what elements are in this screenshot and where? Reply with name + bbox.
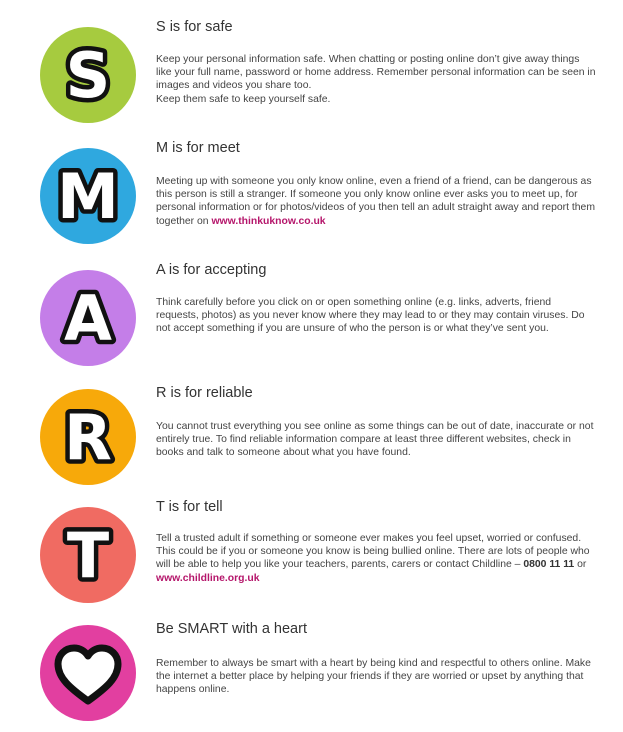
section-heading: A is for accepting xyxy=(156,262,267,278)
r-letter-icon xyxy=(40,389,136,485)
section-heading: R is for reliable xyxy=(156,385,253,401)
section-body: Think carefully before you click on or open something online (e.g. links, adverts, friend requests, photos) as you never know where they may lead to or they may contain viruses. Do not accept something if you are unsure of who the person is or what they’ve sent you. xyxy=(156,297,585,335)
childline-link[interactable]: www.childline.org.uk xyxy=(156,572,260,584)
section-body: Keep your personal information safe. When chatting or posting online don’t give away things like your full name, password or home address. Remember personal information can be seen in images and videos you share too. Keep them safe to keep yourself safe. xyxy=(156,54,596,105)
t-letter-badge xyxy=(40,507,136,603)
m-letter-icon xyxy=(40,148,136,244)
thinkuknow-link[interactable]: www.thinkuknow.co.uk xyxy=(211,215,326,227)
svg-text:A: A xyxy=(64,282,112,355)
m-letter-badge xyxy=(40,148,136,244)
svg-text:S: S xyxy=(65,39,111,112)
svg-text:T: T xyxy=(66,519,110,592)
section-body: You cannot trust everything you see online as some things can be out of date, inaccurate or not entirely true. To find reliable information compare at least three different websites, check in books and talk to someone about what you have found. xyxy=(156,421,594,459)
section-heading: M is for meet xyxy=(156,140,240,156)
svg-text:M: M xyxy=(57,160,119,233)
section-body: Meeting up with someone you only know online, even a friend of a friend, can be dangerous as this person is still a stranger. If someone you only know online ever asks you to meet up, for personal information or for photos/videos of you then tell an adult straight away and report them together on www.thinkuknow.co.uk xyxy=(156,176,595,227)
svg-text:R: R xyxy=(64,401,112,474)
s-letter-icon xyxy=(40,27,136,123)
section-body: Tell a trusted adult if something or someone ever makes you feel upset, worried or confused. This could be if you or someone you know is being bullied online. There are lots of people who will be able to help you like your teachers, parents, carers or contact Childline – 0800 11 11 or www.childline.org.uk xyxy=(156,533,590,584)
t-letter-icon xyxy=(40,507,136,603)
a-letter-badge xyxy=(40,270,136,366)
section-heading: T is for tell xyxy=(156,499,223,515)
section-body: Remember to always be smart with a heart by being kind and respectful to others online. Make the internet a better place by helping your friends if they are worried or upset by anything that happens online. xyxy=(156,658,591,696)
a-letter-icon xyxy=(40,270,136,366)
r-letter-badge xyxy=(40,389,136,485)
section-heading: Be SMART with a heart xyxy=(156,621,307,637)
childline-phone: 0800 11 11 xyxy=(523,559,575,571)
section-heading: S is for safe xyxy=(156,19,233,35)
heart-icon xyxy=(40,625,136,721)
s-letter-badge xyxy=(40,27,136,123)
heart-badge xyxy=(40,625,136,721)
